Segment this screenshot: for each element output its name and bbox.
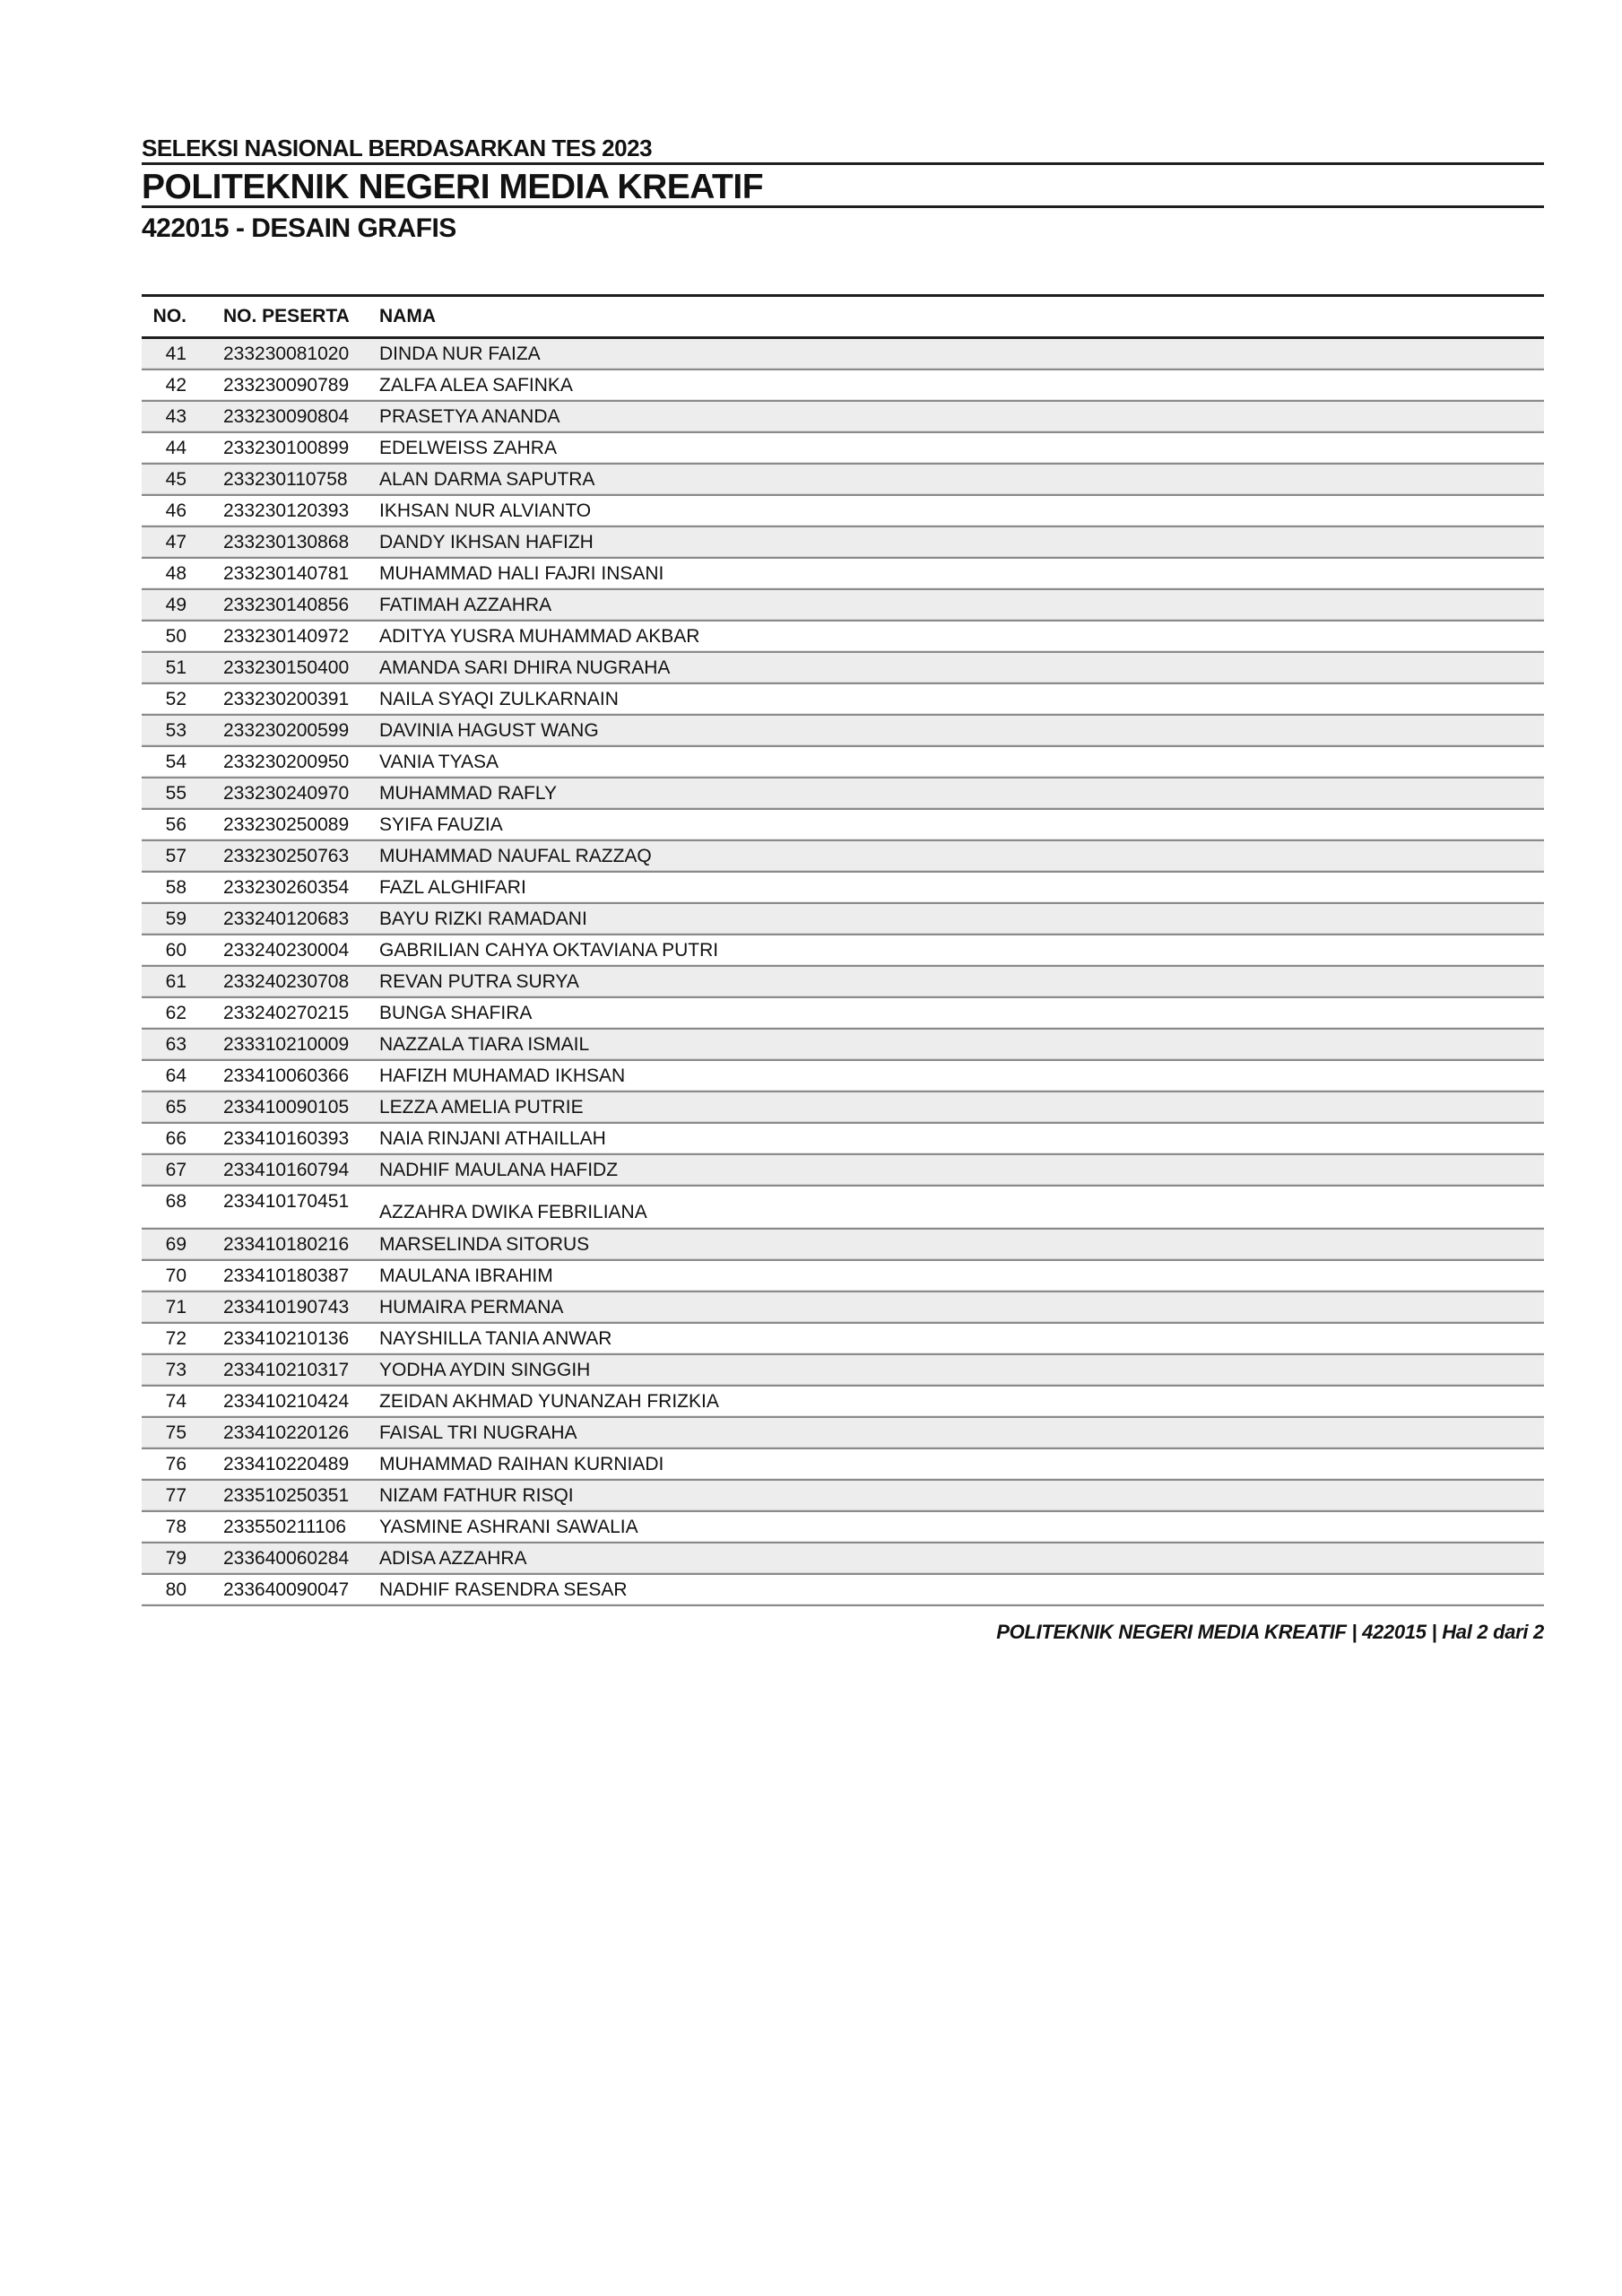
table-row <box>142 400 1544 431</box>
row-number: 44 <box>165 437 186 458</box>
participant-name: MUHAMMAD HALI FAJRI INSANI <box>379 562 664 584</box>
participant-name: ZEIDAN AKHMAD YUNANZAH FRIZKIA <box>379 1390 719 1412</box>
participant-number: 233230150400 <box>223 657 350 678</box>
participant-name: ADISA AZZAHRA <box>379 1547 527 1569</box>
participant-name: REVAN PUTRA SURYA <box>379 970 579 992</box>
participant-name: BUNGA SHAFIRA <box>379 1002 533 1023</box>
participant-number: 233640060284 <box>223 1547 350 1569</box>
participant-name: DAVINIA HAGUST WANG <box>379 719 599 741</box>
participant-name: PRASETYA ANANDA <box>379 405 560 427</box>
participant-name: FATIMAH AZZAHRA <box>379 594 552 615</box>
participant-number: 233410210317 <box>223 1359 350 1380</box>
participant-number: 233410210136 <box>223 1327 350 1349</box>
table-row <box>142 1479 1544 1510</box>
table-row <box>142 431 1544 463</box>
table-row <box>142 588 1544 620</box>
table-row <box>142 1122 1544 1153</box>
participant-number: 233240230004 <box>223 939 350 961</box>
page-content <box>142 0 1544 1644</box>
table-row <box>142 1510 1544 1542</box>
row-number: 73 <box>165 1359 186 1380</box>
table-row <box>142 620 1544 651</box>
row-number: 76 <box>165 1453 186 1474</box>
table-row <box>142 1291 1544 1322</box>
participant-number: 233410160393 <box>223 1127 350 1149</box>
participant-number: 233230200599 <box>223 719 350 741</box>
participant-name: NADHIF MAULANA HAFIDZ <box>379 1159 619 1180</box>
table-row <box>142 339 1544 369</box>
col-header-peserta: NO. PESERTA <box>223 306 350 326</box>
table-body <box>142 339 1544 1606</box>
participants-table <box>142 294 1544 1606</box>
table-row <box>142 1028 1544 1059</box>
col-header-no: NO. <box>152 306 186 326</box>
table-row <box>142 1385 1544 1416</box>
participant-name: NAZZALA TIARA ISMAIL <box>379 1033 590 1055</box>
row-number: 64 <box>165 1065 186 1086</box>
row-number: 74 <box>165 1390 186 1412</box>
table-row <box>142 1448 1544 1479</box>
participant-name: AZZAHRA DWIKA FEBRILIANA <box>379 1202 647 1222</box>
row-number: 48 <box>165 562 186 584</box>
row-number: 50 <box>165 625 186 647</box>
participant-number: 233230250089 <box>223 813 350 835</box>
row-number: 78 <box>165 1516 186 1537</box>
participant-number: 233230090804 <box>223 405 350 427</box>
event-title: SELEKSI NASIONAL BERDASARKAN TES 2023 <box>142 135 653 161</box>
participant-number: 233410170451 <box>223 1191 350 1212</box>
participant-number: 233410180216 <box>223 1233 350 1255</box>
participant-name: MUHAMMAD RAFLY <box>379 782 557 804</box>
participant-number: 233410090105 <box>223 1096 350 1118</box>
participant-number: 233230140972 <box>223 625 350 647</box>
participant-number: 233410060366 <box>223 1065 350 1086</box>
participant-number: 233240230708 <box>223 970 350 992</box>
participant-name: FAISAL TRI NUGRAHA <box>379 1422 577 1443</box>
table-row <box>142 777 1544 808</box>
participant-number: 233230240970 <box>223 782 350 804</box>
participant-name: ZALFA ALEA SAFINKA <box>379 374 573 396</box>
page-footer: POLITEKNIK NEGERI MEDIA KREATIF | 422015 | Hal 2 dari 2 <box>996 1621 1544 1643</box>
table-row <box>142 1059 1544 1091</box>
participant-name: DINDA NUR FAIZA <box>379 343 541 364</box>
participant-name: YODHA AYDIN SINGGIH <box>379 1359 591 1380</box>
table-row <box>142 1185 1544 1228</box>
participant-number: 233550211106 <box>223 1516 347 1537</box>
participant-name: MUHAMMAD RAIHAN KURNIADI <box>379 1453 664 1474</box>
row-number: 67 <box>165 1159 186 1180</box>
participant-name: BAYU RIZKI RAMADANI <box>379 908 587 929</box>
row-number: 51 <box>165 657 186 678</box>
row-number: 55 <box>165 782 186 804</box>
participant-number: 233410190743 <box>223 1296 350 1318</box>
table-row <box>142 1542 1544 1573</box>
col-header-nama: NAMA <box>379 306 436 326</box>
table-row <box>142 1259 1544 1291</box>
program-title: 422015 - DESAIN GRAFIS <box>142 213 456 243</box>
row-number: 60 <box>165 939 186 961</box>
participant-name: AMANDA SARI DHIRA NUGRAHA <box>379 657 671 678</box>
row-number: 45 <box>165 468 186 490</box>
participant-name: HUMAIRA PERMANA <box>379 1296 564 1318</box>
row-number: 47 <box>165 531 186 552</box>
table-row <box>142 808 1544 839</box>
participant-number: 233240120683 <box>223 908 350 929</box>
table-row <box>142 369 1544 400</box>
table-row <box>142 902 1544 934</box>
table-row <box>142 714 1544 745</box>
participant-number: 233230200950 <box>223 751 350 772</box>
row-number: 41 <box>165 343 186 364</box>
table-header-row <box>142 294 1544 339</box>
participant-name: YASMINE ASHRANI SAWALIA <box>379 1516 638 1537</box>
participant-number: 233230081020 <box>223 343 350 364</box>
table-row <box>142 745 1544 777</box>
table-row <box>142 463 1544 494</box>
table-row <box>142 683 1544 714</box>
participant-name: GABRILIAN CAHYA OKTAVIANA PUTRI <box>379 939 719 961</box>
participant-number: 233410160794 <box>223 1159 350 1180</box>
row-number: 49 <box>165 594 186 615</box>
participant-number: 233230140856 <box>223 594 350 615</box>
participant-number: 233230090789 <box>223 374 350 396</box>
document-header <box>142 135 1544 243</box>
row-number: 61 <box>165 970 186 992</box>
participant-number: 233310210009 <box>223 1033 350 1055</box>
participant-number: 233410210424 <box>223 1390 350 1412</box>
participant-name: NAIA RINJANI ATHAILLAH <box>379 1127 606 1149</box>
participant-name: NADHIF RASENDRA SESAR <box>379 1578 628 1600</box>
table-row <box>142 1228 1544 1259</box>
participant-name: LEZZA AMELIA PUTRIE <box>379 1096 584 1118</box>
row-number: 43 <box>165 405 186 427</box>
participant-name: NIZAM FATHUR RISQI <box>379 1484 574 1506</box>
row-number: 69 <box>165 1233 186 1255</box>
participant-name: ALAN DARMA SAPUTRA <box>379 468 595 490</box>
row-number: 59 <box>165 908 186 929</box>
participant-name: NAYSHILLA TANIA ANWAR <box>379 1327 612 1349</box>
participant-name: IKHSAN NUR ALVIANTO <box>379 500 592 521</box>
participant-number: 233230200391 <box>223 688 350 709</box>
row-number: 52 <box>165 688 186 709</box>
table-row <box>142 1153 1544 1185</box>
table-row <box>142 651 1544 683</box>
participant-number: 233410180387 <box>223 1265 350 1286</box>
row-number: 71 <box>165 1296 186 1318</box>
row-number: 53 <box>165 719 186 741</box>
row-number: 54 <box>165 751 186 772</box>
participant-number: 233410220126 <box>223 1422 350 1443</box>
participant-name: FAZL ALGHIFARI <box>379 876 526 898</box>
participant-name: MARSELINDA SITORUS <box>379 1233 590 1255</box>
participant-number: 233230130868 <box>223 531 350 552</box>
row-number: 46 <box>165 500 186 521</box>
row-number: 58 <box>165 876 186 898</box>
table-row <box>142 1573 1544 1606</box>
row-number: 66 <box>165 1127 186 1149</box>
table-row <box>142 526 1544 557</box>
row-number: 57 <box>165 845 186 866</box>
participant-number: 233230120393 <box>223 500 350 521</box>
table-row <box>142 934 1544 965</box>
participant-name: SYIFA FAUZIA <box>379 813 503 835</box>
table-row <box>142 1353 1544 1385</box>
table-row <box>142 871 1544 902</box>
row-number: 63 <box>165 1033 186 1055</box>
participant-number: 233230100899 <box>223 437 350 458</box>
participant-number: 233240270215 <box>223 1002 350 1023</box>
header-divider <box>142 162 1544 165</box>
table-row <box>142 1091 1544 1122</box>
participant-number: 233230110758 <box>223 468 348 490</box>
table-row <box>142 965 1544 996</box>
participant-number: 233410220489 <box>223 1453 350 1474</box>
row-number: 65 <box>165 1096 186 1118</box>
row-number: 62 <box>165 1002 186 1023</box>
participant-name: ADITYA YUSRA MUHAMMAD AKBAR <box>379 625 700 647</box>
row-number: 77 <box>165 1484 186 1506</box>
row-number: 70 <box>165 1265 186 1286</box>
row-number: 42 <box>165 374 186 396</box>
participant-name: NAILA SYAQI ZULKARNAIN <box>379 688 619 709</box>
row-number: 75 <box>165 1422 186 1443</box>
table-row <box>142 1322 1544 1353</box>
participant-number: 233510250351 <box>223 1484 350 1506</box>
row-number: 79 <box>165 1547 186 1569</box>
participant-number: 233640090047 <box>223 1578 350 1600</box>
row-number: 68 <box>165 1191 186 1212</box>
participant-name: MAULANA IBRAHIM <box>379 1265 553 1286</box>
table-row <box>142 557 1544 588</box>
table-row <box>142 996 1544 1028</box>
participant-number: 233230140781 <box>223 562 350 584</box>
row-number: 56 <box>165 813 186 835</box>
participant-number: 233230250763 <box>223 845 350 866</box>
institution-title: POLITEKNIK NEGERI MEDIA KREATIF <box>142 168 764 206</box>
participant-name: HAFIZH MUHAMAD IKHSAN <box>379 1065 626 1086</box>
table-row <box>142 839 1544 871</box>
participant-number: 233230260354 <box>223 876 350 898</box>
row-number: 80 <box>165 1578 186 1600</box>
row-number: 72 <box>165 1327 186 1349</box>
participant-name: EDELWEISS ZAHRA <box>379 437 557 458</box>
table-row <box>142 1416 1544 1448</box>
participant-name: VANIA TYASA <box>379 751 499 772</box>
participant-name: DANDY IKHSAN HAFIZH <box>379 531 594 552</box>
participant-name: MUHAMMAD NAUFAL RAZZAQ <box>379 845 652 866</box>
table-row <box>142 494 1544 526</box>
